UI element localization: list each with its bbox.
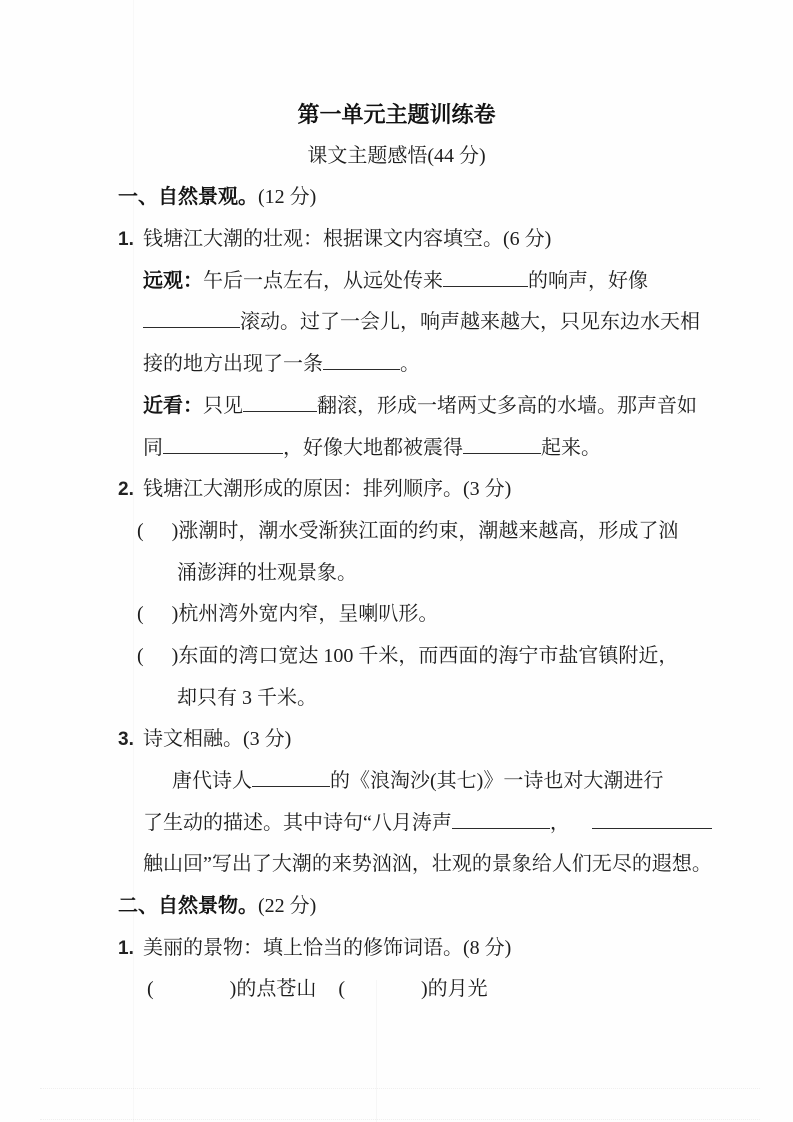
far-view-text1: 午后一点左右，从远处传来 — [203, 269, 443, 292]
s1-q2-prompt: 钱塘江大潮形成的原因：排列顺序。(3 分) — [143, 478, 512, 501]
blank-gap — [570, 828, 592, 829]
page-title: 第一单元主题训练卷 — [297, 102, 496, 127]
section1-heading: 一、自然景观。 — [118, 186, 258, 209]
far-view-text4: 接的地方出现了一条 — [143, 353, 323, 376]
section2-heading-row — [0, 886, 793, 928]
modifier-item2: )的月光 — [421, 978, 488, 1001]
paren-gap — [144, 661, 172, 662]
poem-paragraph-line2 — [0, 803, 793, 845]
near-view-line1 — [0, 386, 793, 428]
s1-q3-prompt-row — [0, 719, 793, 761]
fill-blank-underline — [452, 826, 550, 829]
far-view-text2: 的响声，好像 — [528, 269, 648, 292]
near-view-line2 — [0, 428, 793, 470]
modifier-fill-line — [0, 969, 793, 1011]
modifier-item1: )的点苍山 — [229, 978, 317, 1001]
ordering-item-text: 却只有 3 千米。 — [177, 686, 317, 709]
fill-blank-underline — [163, 451, 283, 454]
question-number: 1. — [118, 229, 134, 251]
near-view-text1: 只见 — [203, 394, 243, 417]
ordering-item-continuation — [0, 678, 793, 720]
ordering-item — [0, 636, 793, 678]
ordering-item-text: )涨潮时，潮水受渐狭江面的约束，潮越来越高，形成了汹 — [171, 519, 679, 542]
near-view-text2: 翻滚，形成一堵两丈多高的水墙。那声音如 — [317, 394, 697, 417]
fill-blank-underline — [143, 325, 240, 328]
paren-gap — [154, 994, 230, 995]
fill-blank-underline — [463, 451, 541, 454]
ordering-item — [0, 594, 793, 636]
paren-gap — [345, 994, 421, 995]
section1-score: (12 分) — [258, 186, 317, 209]
poem-text4: ， — [549, 811, 570, 834]
scan-artifact — [376, 980, 377, 1122]
poem-paragraph-line3 — [0, 844, 793, 886]
fill-blank-underline — [323, 367, 400, 370]
s1-q1-prompt-row — [0, 219, 793, 261]
poem-text3: 了生动的描述。其中诗句“八月涛声 — [143, 811, 452, 834]
ordering-item-text: 涌澎湃的壮观景象。 — [177, 561, 357, 584]
far-view-text5: 。 — [400, 353, 420, 376]
fill-blank-underline — [252, 784, 330, 787]
poem-paragraph-line1 — [0, 761, 793, 803]
paren-open: ( — [147, 978, 154, 1001]
s1-q2-prompt-row — [0, 469, 793, 511]
far-view-line1 — [0, 261, 793, 303]
poem-text1: 唐代诗人 — [172, 770, 252, 792]
fill-blank-underline — [243, 409, 317, 412]
poem-text2: 的《浪淘沙(其七)》一诗也对大潮进行 — [330, 770, 664, 792]
scan-artifact — [40, 1088, 760, 1090]
subtitle: 课文主题感悟(44 分) — [307, 144, 486, 167]
ordering-item-text: )杭州湾外宽内窄，呈喇叭形。 — [171, 603, 439, 626]
paren-open: ( — [338, 978, 346, 1001]
paren-gap — [144, 536, 172, 537]
paren-open: ( — [137, 519, 144, 542]
far-view-text3: 滚动。过了一会儿，响声越来越大，只见东边水天相 — [240, 311, 700, 334]
far-view-line2 — [0, 302, 793, 344]
ordering-item-continuation — [0, 553, 793, 595]
near-view-text4: ，好像大地都被震得 — [283, 436, 463, 459]
section2-heading: 二、自然景物。 — [118, 895, 258, 918]
near-view-text5: 起来。 — [541, 436, 601, 459]
s1-q1-prompt: 钱塘江大潮的壮观：根据课文内容填空。(6 分) — [143, 228, 552, 251]
paren-open: ( — [137, 644, 144, 667]
scan-artifact — [40, 1119, 760, 1121]
section1-heading-row — [0, 177, 793, 219]
question-number: 2. — [118, 479, 134, 501]
s2-q1-prompt: 美丽的景物：填上恰当的修饰词语。(8 分) — [143, 936, 512, 959]
near-view-text3: 同 — [143, 436, 163, 459]
near-view-label: 近看： — [143, 394, 203, 417]
paren-gap — [144, 619, 172, 620]
fill-blank-underline — [592, 826, 712, 829]
s2-q1-prompt-row — [0, 928, 793, 970]
far-view-line3 — [0, 344, 793, 386]
item-gap — [316, 994, 338, 995]
paren-open: ( — [137, 603, 144, 626]
fill-blank-underline — [443, 284, 528, 287]
question-number: 1. — [118, 937, 134, 959]
ordering-item — [0, 511, 793, 553]
ordering-item-text: )东面的湾口宽达 100 千米，而西面的海宁市盐官镇附近， — [171, 644, 679, 667]
s1-q3-prompt: 诗文相融。(3 分) — [143, 728, 292, 751]
section2-score: (22 分) — [258, 895, 317, 918]
poem-text5: 触山回”写出了大潮的来势汹汹，壮观的景象给人们无尽的遐想。 — [143, 853, 712, 876]
question-number: 3. — [118, 729, 134, 751]
far-view-label: 远观： — [143, 269, 203, 292]
scan-artifact — [133, 0, 134, 1122]
